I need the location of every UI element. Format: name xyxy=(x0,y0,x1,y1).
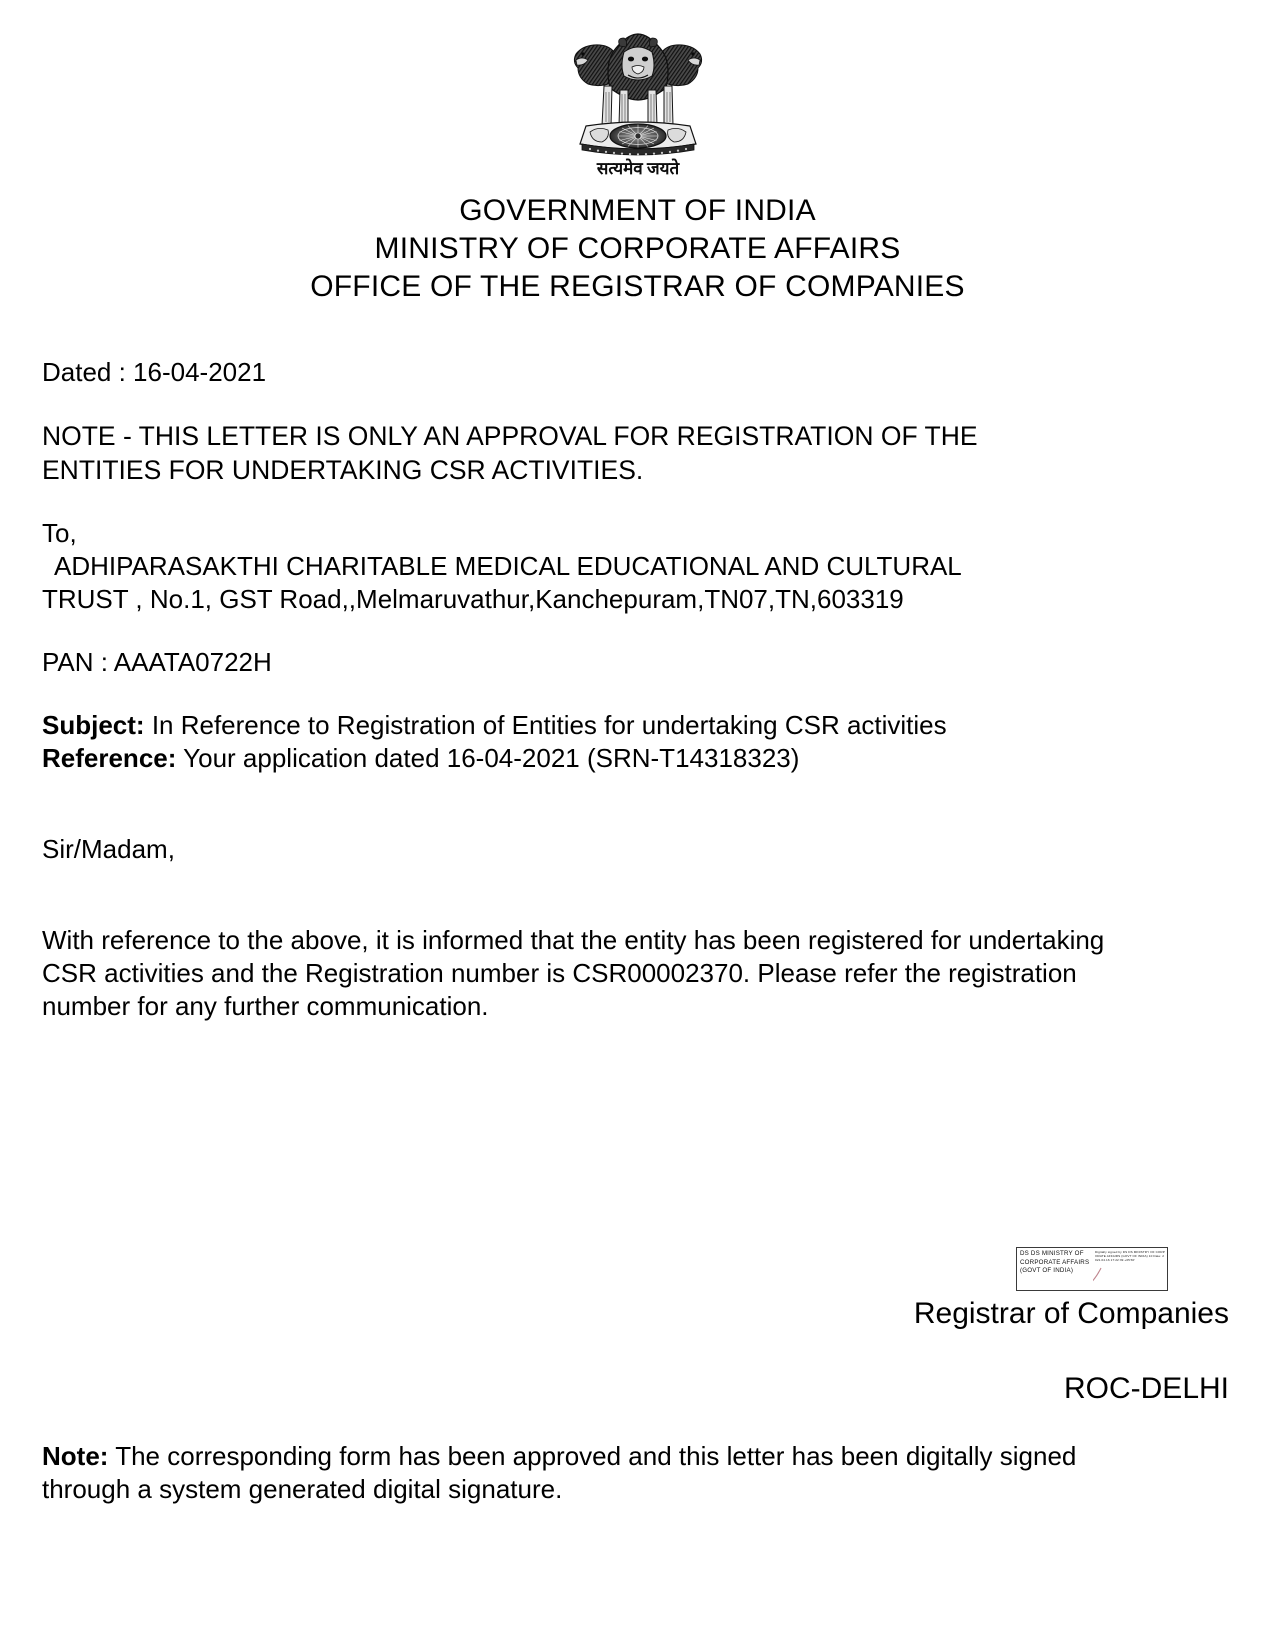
signature-stamp-subject: DS DS MINISTRY OF CORPORATE AFFAIRS (GOVT OF INDIA) xyxy=(1020,1250,1090,1275)
reference-value: Your application dated 16-04-2021 (SRN-T14318323) xyxy=(183,743,800,773)
subject-label: Subject: xyxy=(42,710,145,740)
reference-line xyxy=(42,742,1192,775)
addressee-address: TRUST , No.1, GST Road,,Melmaruvathur,Kanchepuram,TN07,TN,603319 xyxy=(42,584,904,614)
letterhead xyxy=(0,192,1275,306)
reference-label: Reference: xyxy=(42,743,177,773)
signatory-designation: Registrar of Companies xyxy=(913,1297,1229,1330)
body-paragraph xyxy=(42,924,1192,1023)
footer-note xyxy=(42,1440,1202,1506)
spacer xyxy=(42,679,1192,709)
spacer xyxy=(42,775,1192,833)
footer-note-line-1 xyxy=(42,1440,1202,1473)
signature-stamp-details xyxy=(1093,1248,1167,1290)
emblem-motto: सत्यमेव जयते xyxy=(596,159,679,178)
note-banner xyxy=(42,419,1192,487)
note-banner-line-1: NOTE - THIS LETTER IS ONLY AN APPROVAL FOR REGISTRATION OF THE xyxy=(42,421,978,451)
addressee-name: ADHIPARASAKTHI CHARITABLE MEDICAL EDUCATIONAL AND CULTURAL xyxy=(54,551,962,581)
footer-note-text-1: The corresponding form has been approved and this letter has been digitally signed xyxy=(115,1441,1077,1471)
note-banner-line-2: ENTITIES FOR UNDERTAKING CSR ACTIVITIES. xyxy=(42,455,644,485)
body-line-1: With reference to the above, it is informed that the entity has been registered for undertaking xyxy=(42,925,1105,955)
subject-line xyxy=(42,709,1192,742)
pan-line: PAN : AAATA0722H xyxy=(42,647,272,677)
addressee-block xyxy=(42,517,1192,616)
signature-stamp-micro-text: Digitally signed by DS DS MINISTRY OF CORPORATE AFFAIRS (GOVT OF INDIA) 10 Date: 2021.04.16 17:22:39 +05'30' xyxy=(1095,1250,1165,1263)
header-government-of-india: GOVERNMENT OF INDIA xyxy=(459,194,816,227)
letter-body xyxy=(42,356,1192,1023)
header-ministry-of-corporate-affairs: MINISTRY OF CORPORATE AFFAIRS xyxy=(374,232,901,265)
header-office-of-registrar-of-companies: OFFICE OF THE REGISTRAR OF COMPANIES xyxy=(310,270,965,303)
signatory-office: ROC-DELHI xyxy=(1063,1372,1229,1405)
dated-line: Dated : 16-04-2021 xyxy=(42,357,267,387)
emblem-container xyxy=(0,22,1275,195)
subject-value: In Reference to Registration of Entities for undertaking CSR activities xyxy=(151,710,947,740)
spacer xyxy=(42,487,1192,517)
india-state-emblem-lion-capital-icon xyxy=(562,22,714,190)
digital-signature-stamp xyxy=(1016,1247,1168,1291)
body-line-2: CSR activities and the Registration number is CSR00002370. Please refer the registration xyxy=(42,958,1077,988)
footer-note-line-2: through a system generated digital signature. xyxy=(42,1474,563,1504)
greeting-line: Sir/Madam, xyxy=(42,834,175,864)
spacer xyxy=(42,616,1192,646)
body-line-3: number for any further communication. xyxy=(42,991,489,1021)
addressee-salutation: To, xyxy=(42,518,77,548)
footer-note-label: Note: xyxy=(42,1441,109,1471)
spacer xyxy=(42,866,1192,924)
spacer xyxy=(42,389,1192,419)
